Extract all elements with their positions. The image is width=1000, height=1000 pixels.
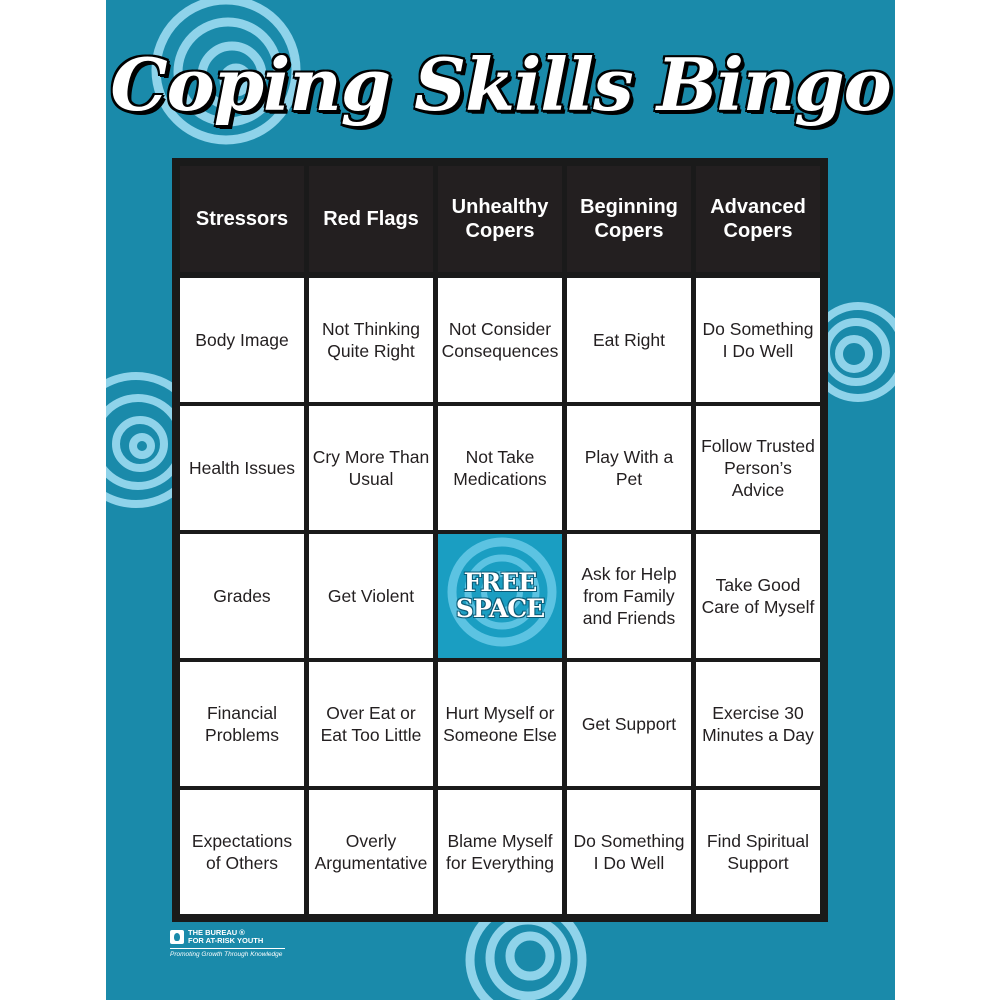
bingo-board bbox=[172, 158, 828, 922]
free-space-label: FREE SPACE bbox=[455, 568, 545, 623]
bingo-cell[interactable]: Financial Problems bbox=[180, 662, 304, 786]
bingo-cell[interactable]: Get Support bbox=[567, 662, 691, 786]
bingo-cell[interactable]: Grades bbox=[180, 534, 304, 658]
bingo-cell[interactable]: Health Issues bbox=[180, 406, 304, 530]
bingo-cell[interactable]: Hurt Myself or Someone Else bbox=[438, 662, 562, 786]
column-header: Advanced Copers bbox=[696, 166, 820, 272]
poster bbox=[106, 0, 895, 1000]
column-header: Unhealthy Copers bbox=[438, 166, 562, 272]
bingo-cell[interactable]: Find Spiritual Support bbox=[696, 790, 820, 914]
bingo-cell[interactable]: Over Eat or Eat Too Little bbox=[309, 662, 433, 786]
bingo-cell[interactable]: Get Violent bbox=[309, 534, 433, 658]
bingo-cell[interactable]: Do Something I Do Well bbox=[567, 790, 691, 914]
bingo-cell[interactable]: Body Image bbox=[180, 278, 304, 402]
free-space-cell[interactable] bbox=[438, 534, 562, 658]
publisher-mark-icon bbox=[170, 930, 184, 944]
column-header: Beginning Copers bbox=[567, 166, 691, 272]
bingo-cell[interactable]: Follow Trusted Person’s Advice bbox=[696, 406, 820, 530]
poster-title: Coping Skills Bingo bbox=[110, 42, 891, 127]
bingo-cell[interactable]: Blame Myself for Everything bbox=[438, 790, 562, 914]
column-header: Red Flags bbox=[309, 166, 433, 272]
bingo-cell[interactable]: Expectations of Others bbox=[180, 790, 304, 914]
bingo-cell[interactable]: Take Good Care of Myself bbox=[696, 534, 820, 658]
publisher-name-line1: THE BUREAU ® bbox=[188, 928, 245, 937]
publisher-logo bbox=[170, 928, 370, 968]
bingo-cell[interactable]: Exercise 30 Minutes a Day bbox=[696, 662, 820, 786]
bingo-cell[interactable]: Not Take Medications bbox=[438, 406, 562, 530]
bingo-cell[interactable]: Not Thinking Quite Right bbox=[309, 278, 433, 402]
publisher-name-line2: FOR AT-RISK YOUTH bbox=[188, 936, 264, 945]
bingo-cell[interactable]: Not Consider Consequences bbox=[438, 278, 562, 402]
bingo-cell[interactable]: Overly Argumentative bbox=[309, 790, 433, 914]
publisher-tagline: Promoting Growth Through Knowledge bbox=[170, 951, 283, 958]
bingo-cell[interactable]: Do Something I Do Well bbox=[696, 278, 820, 402]
bingo-cell[interactable]: Play With a Pet bbox=[567, 406, 691, 530]
bingo-cell[interactable]: Ask for Help from Family and Friends bbox=[567, 534, 691, 658]
publisher-divider bbox=[170, 948, 285, 949]
bingo-cell[interactable]: Eat Right bbox=[567, 278, 691, 402]
bingo-cell[interactable]: Cry More Than Usual bbox=[309, 406, 433, 530]
column-header: Stressors bbox=[180, 166, 304, 272]
